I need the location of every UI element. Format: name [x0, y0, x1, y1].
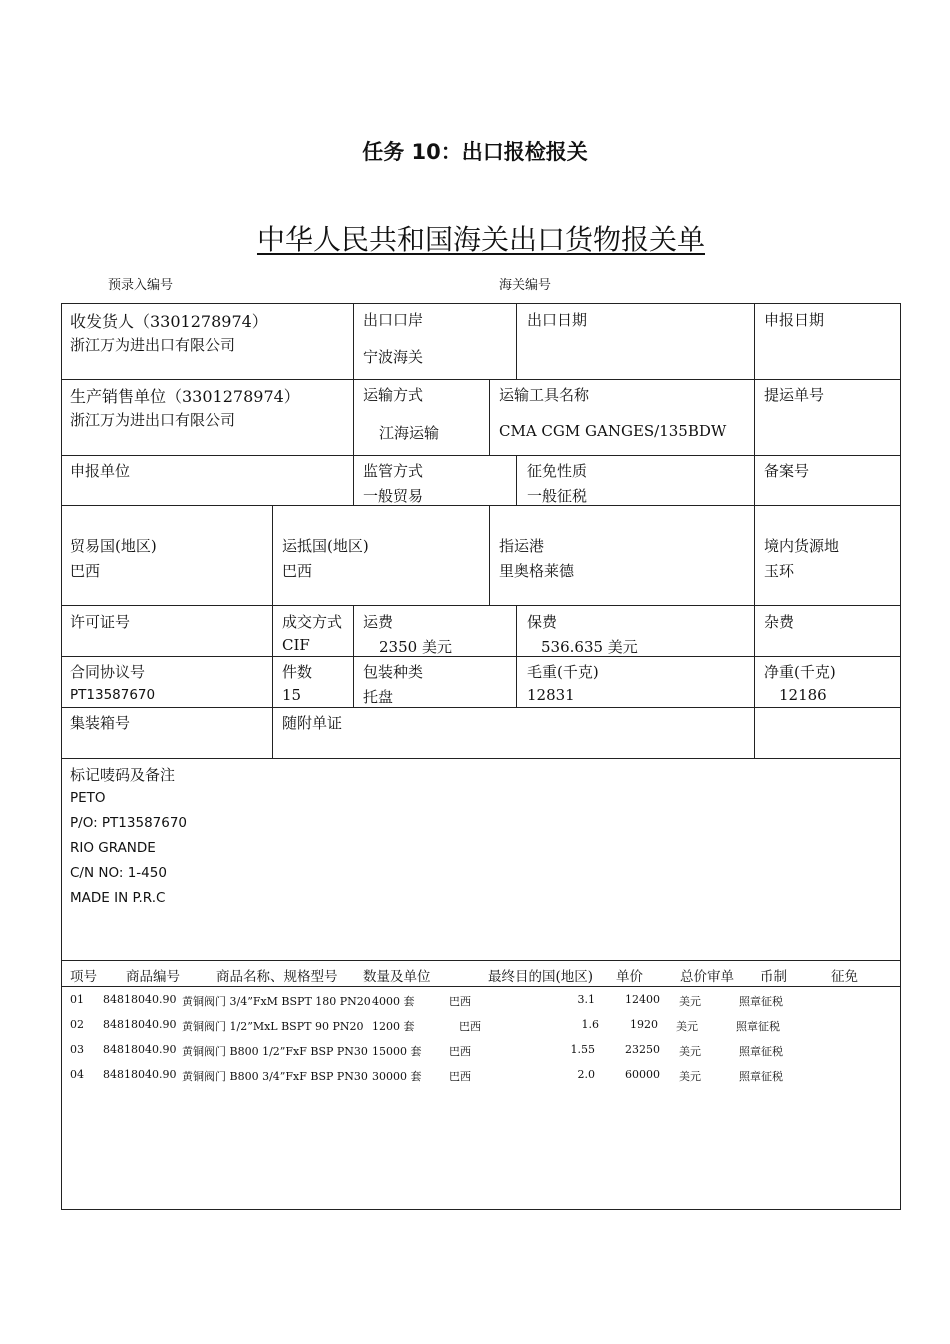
transport-mode-value: 江海运输	[379, 424, 440, 442]
container-label: 集装箱号	[70, 714, 131, 732]
row-divider	[61, 707, 901, 708]
export-port-label: 出口口岸	[363, 311, 424, 329]
goods-row-code: 84818040.90	[103, 993, 177, 1006]
goods-header-country: 最终目的国(地区)	[488, 969, 594, 985]
goods-row-tax: 照章征税	[739, 1070, 783, 1083]
goods-row-tax: 照章征税	[739, 1045, 783, 1058]
marks-line: PETO	[70, 790, 106, 806]
documents-label: 随附单证	[282, 714, 343, 732]
terms-value: CIF	[282, 636, 310, 654]
col-divider	[489, 379, 490, 455]
goods-row-total: 23250	[625, 1043, 660, 1056]
dest-port-value: 里奥格莱德	[499, 562, 575, 580]
marks-line: P/O: PT13587670	[70, 815, 188, 831]
trade-country-value: 巴西	[70, 562, 101, 580]
row-divider	[61, 605, 901, 606]
gross-weight-value: 12831	[527, 686, 575, 704]
goods-header-code: 商品编号	[126, 969, 180, 985]
producer-name: 浙江万为进出口有限公司	[70, 411, 236, 429]
goods-header-unit-price: 单价	[616, 969, 643, 985]
insurance-label: 保费	[527, 613, 558, 631]
marks-label: 标记唛码及备注	[70, 766, 176, 784]
terms-label: 成交方式	[282, 613, 343, 631]
goods-row-currency: 美元	[679, 1070, 701, 1083]
producer-label: 生产销售单位（3301278974）	[70, 387, 300, 406]
insurance-value: 536.635 美元	[541, 638, 638, 656]
row-divider	[61, 656, 901, 657]
row-divider	[61, 455, 901, 456]
goods-header-total: 总价审单	[680, 969, 734, 985]
supervision-label: 监管方式	[363, 462, 424, 480]
freight-value: 2350 美元	[379, 638, 452, 656]
goods-row-qty: 1200 套	[372, 1020, 415, 1033]
goods-row-country: 巴西	[449, 1045, 471, 1058]
col-divider	[516, 605, 517, 707]
consignor-label: 收发货人（3301278974）	[70, 312, 268, 331]
goods-row-no: 02	[70, 1018, 84, 1031]
supervision-value: 一般贸易	[363, 487, 424, 505]
col-divider	[516, 455, 517, 505]
goods-row-name: 黄铜阀门 3/4”FxM BSPT 180 PN20	[182, 995, 371, 1008]
net-weight-value: 12186	[779, 686, 827, 704]
pieces-label: 件数	[282, 663, 313, 681]
contract-value: PT13587670	[70, 687, 156, 703]
tax-nature-label: 征免性质	[527, 462, 588, 480]
goods-row-tax: 照章征税	[739, 995, 783, 1008]
license-label: 许可证号	[70, 613, 131, 631]
goods-header-name: 商品名称、规格型号	[216, 969, 338, 985]
dest-country-value: 巴西	[282, 562, 313, 580]
goods-row-total: 60000	[625, 1068, 660, 1081]
task-title: 任务 10：出口报检报关	[362, 140, 588, 164]
goods-row-price: 1.55	[570, 1043, 595, 1056]
goods-row-currency: 美元	[676, 1020, 698, 1033]
tax-nature-value: 一般征税	[527, 487, 588, 505]
goods-header-currency: 币制	[760, 969, 787, 985]
declare-date-label: 申报日期	[764, 311, 825, 329]
declarant-label: 申报单位	[70, 462, 131, 480]
goods-row-price: 2.0	[577, 1068, 595, 1081]
transport-mode-label: 运输方式	[363, 386, 424, 404]
col-divider	[489, 505, 490, 605]
export-date-label: 出口日期	[527, 311, 588, 329]
goods-row-no: 03	[70, 1043, 84, 1056]
goods-header-qty: 数量及单位	[363, 969, 431, 985]
pre-entry-no-label: 预录入编号	[108, 278, 174, 293]
contract-label: 合同协议号	[70, 663, 146, 681]
net-weight-label: 净重(千克)	[764, 663, 836, 681]
goods-row-currency: 美元	[679, 1045, 701, 1058]
goods-row-code: 84818040.90	[103, 1018, 177, 1031]
goods-row-country: 巴西	[449, 1070, 471, 1083]
marks-line: MADE IN P.R.C	[70, 890, 166, 906]
misc-label: 杂费	[764, 613, 795, 631]
goods-row-no: 01	[70, 993, 84, 1006]
goods-row-name: 黄铜阀门 B800 3/4”FxF BSP PN30	[182, 1070, 368, 1083]
col-divider	[272, 505, 273, 758]
col-divider	[353, 605, 354, 707]
goods-header-item-no: 项号	[70, 969, 97, 985]
row-divider	[61, 505, 901, 506]
goods-row-country: 巴西	[459, 1020, 481, 1033]
export-port-value: 宁波海关	[363, 348, 424, 366]
dest-port-label: 指运港	[499, 537, 545, 555]
bl-label: 提运单号	[764, 386, 825, 404]
goods-row-no: 04	[70, 1068, 84, 1081]
goods-row-total: 12400	[625, 993, 660, 1006]
goods-row-qty: 4000 套	[372, 995, 415, 1008]
gross-weight-label: 毛重(千克)	[527, 663, 599, 681]
goods-row-total: 1920	[630, 1018, 658, 1031]
dest-country-label: 运抵国(地区)	[282, 537, 369, 555]
goods-row-qty: 30000 套	[372, 1070, 422, 1083]
goods-row-code: 84818040.90	[103, 1043, 177, 1056]
goods-row-price: 3.1	[577, 993, 595, 1006]
customs-no-label: 海关编号	[499, 278, 552, 293]
origin-label: 境内货源地	[764, 537, 840, 555]
col-divider	[516, 303, 517, 379]
goods-row-name: 黄铜阀门 B800 1/2”FxF BSP PN30	[182, 1045, 368, 1058]
form-title: 中华人民共和国海关出口货物报关单	[256, 223, 705, 256]
row-divider	[61, 986, 901, 987]
package-value: 托盘	[363, 688, 394, 706]
col-divider	[754, 303, 755, 758]
goods-row-name: 黄铜阀门 1/2”MxL BSPT 90 PN20	[182, 1020, 364, 1033]
goods-row-tax: 照章征税	[736, 1020, 780, 1033]
goods-header-exemption: 征免	[831, 969, 858, 985]
package-label: 包装种类	[363, 663, 424, 681]
consignor-name: 浙江万为进出口有限公司	[70, 336, 236, 354]
record-no-label: 备案号	[764, 462, 810, 480]
marks-line: C/N NO: 1-450	[70, 865, 167, 881]
vessel-value: CMA CGM GANGES/135BDW	[499, 422, 727, 440]
pieces-value: 15	[282, 686, 302, 704]
goods-row-price: 1.6	[581, 1018, 599, 1031]
origin-value: 玉环	[764, 562, 795, 580]
col-divider	[353, 303, 354, 505]
row-divider	[61, 758, 901, 759]
goods-row-currency: 美元	[679, 995, 701, 1008]
goods-row-country: 巴西	[449, 995, 471, 1008]
row-divider	[61, 379, 901, 380]
marks-line: RIO GRANDE	[70, 840, 156, 856]
goods-row-code: 84818040.90	[103, 1068, 177, 1081]
row-divider	[61, 960, 901, 961]
trade-country-label: 贸易国(地区)	[70, 537, 157, 555]
vessel-label: 运输工具名称	[499, 386, 590, 404]
goods-row-qty: 15000 套	[372, 1045, 422, 1058]
freight-label: 运费	[363, 613, 394, 631]
